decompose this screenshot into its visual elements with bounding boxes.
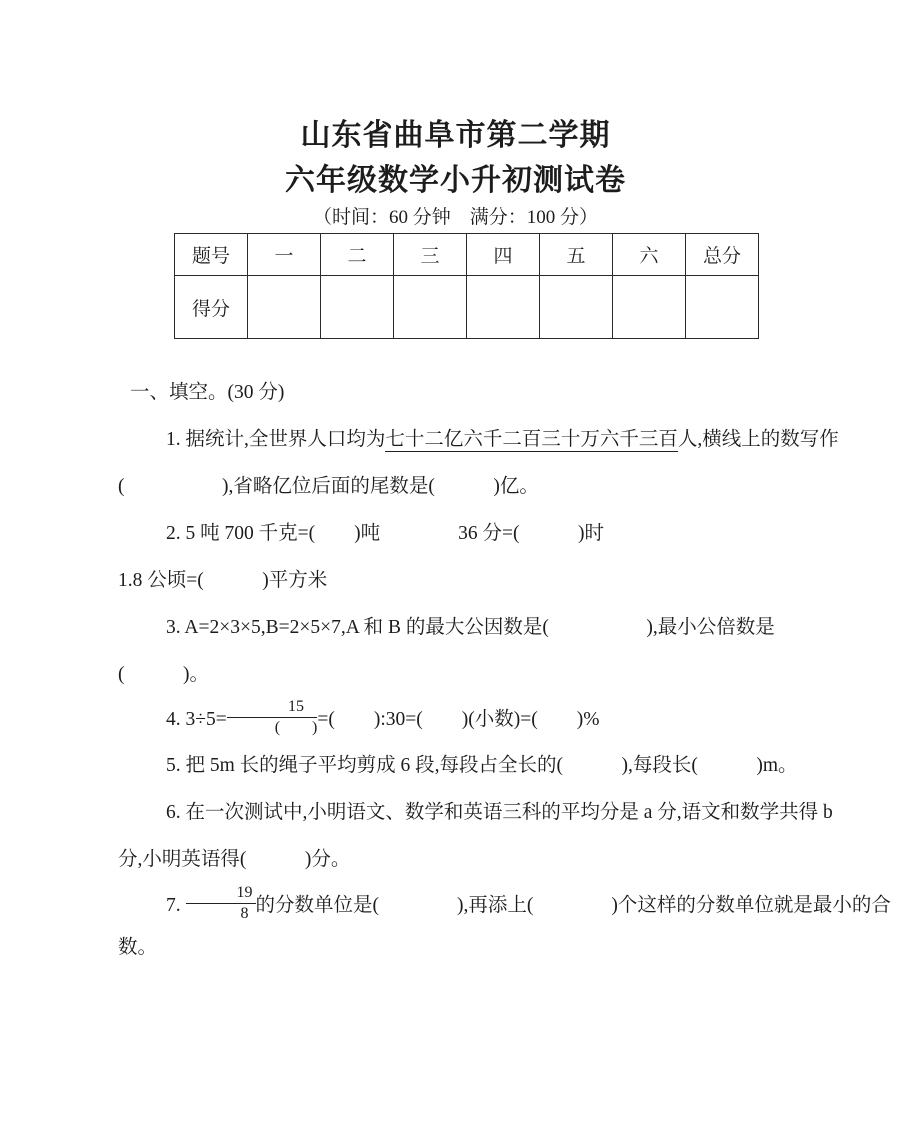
question-7-line-1	[118, 883, 891, 928]
question-1-underlined-number: 七十二亿六千二百三十万六千三百	[385, 429, 678, 450]
fraction-denominator: ( )	[274, 719, 318, 737]
score-table-score-row	[175, 276, 759, 339]
question-1-text-pre: 1. 据统计,全世界人口均为	[166, 429, 386, 450]
score-input-cell	[321, 276, 394, 339]
fraction-15-over-blank	[227, 698, 318, 738]
score-input-cell	[394, 276, 467, 339]
question-6-line-1: 6. 在一次测试中,小明语文、数学和英语三科的平均分是 a 分,语文和数学共得 b	[166, 802, 833, 823]
question-4-text-post: =( ):30=( )(小数)=( )%	[317, 709, 600, 730]
page-subtitle: 六年级数学小升初测试卷	[285, 164, 626, 197]
fraction-numerator: 15	[227, 698, 318, 718]
question-7-text-post: 的分数单位是( ),再添上( )个这样的分数单位就是最小的合	[255, 895, 891, 916]
question-1-line-2: ( ),省略亿位后面的尾数是( )亿。	[118, 476, 539, 497]
question-4-text-pre: 4. 3÷5=	[166, 709, 227, 730]
score-table-header-cell: 二	[321, 234, 394, 276]
question-3-line-2: ( )。	[118, 664, 209, 685]
score-table	[174, 233, 759, 339]
exam-meta: （时间：60 分钟 满分：100 分）	[312, 207, 598, 228]
question-5-line: 5. 把 5m 长的绳子平均剪成 6 段,每段占全长的( ),每段长( )m。	[166, 755, 798, 776]
score-table-header-cell: 五	[540, 234, 613, 276]
page-title: 山东省曲阜市第二学期	[300, 119, 611, 152]
question-4-line	[118, 698, 808, 742]
score-table-header-cell: 一	[248, 234, 321, 276]
score-input-cell	[248, 276, 321, 339]
question-1-line-1	[118, 427, 839, 453]
score-input-cell	[540, 276, 613, 339]
score-table-header-cell: 六	[613, 234, 686, 276]
question-6-line-2: 分,小明英语得( )分。	[118, 849, 351, 870]
fraction-19-over-8	[186, 884, 256, 924]
score-table-header-cell: 四	[467, 234, 540, 276]
question-7-line-2: 数。	[118, 937, 158, 958]
question-1-text-post: 人,横线上的数写作	[677, 429, 839, 450]
score-input-cell	[686, 276, 759, 339]
section-1-heading: 一、填空。(30 分)	[130, 382, 285, 403]
fraction-denominator: 8	[240, 905, 249, 923]
score-row-label: 得分	[175, 276, 248, 339]
score-table-header-row	[175, 234, 759, 276]
score-table-header-cell: 题号	[175, 234, 248, 276]
score-table-header-cell: 总分	[686, 234, 759, 276]
question-3-line-1: 3. A=2×3×5,B=2×5×7,A 和 B 的最大公因数是( ),最小公倍数是	[166, 617, 775, 638]
score-input-cell	[467, 276, 540, 339]
score-input-cell	[613, 276, 686, 339]
fraction-numerator: 19	[186, 884, 256, 904]
question-7-text-pre: 7.	[166, 895, 186, 916]
question-2-line-1: 2. 5 吨 700 千克=( )吨 36 分=( )时	[166, 523, 604, 544]
score-table-header-cell: 三	[394, 234, 467, 276]
question-2-line-2: 1.8 公顷=( )平方米	[118, 570, 328, 591]
